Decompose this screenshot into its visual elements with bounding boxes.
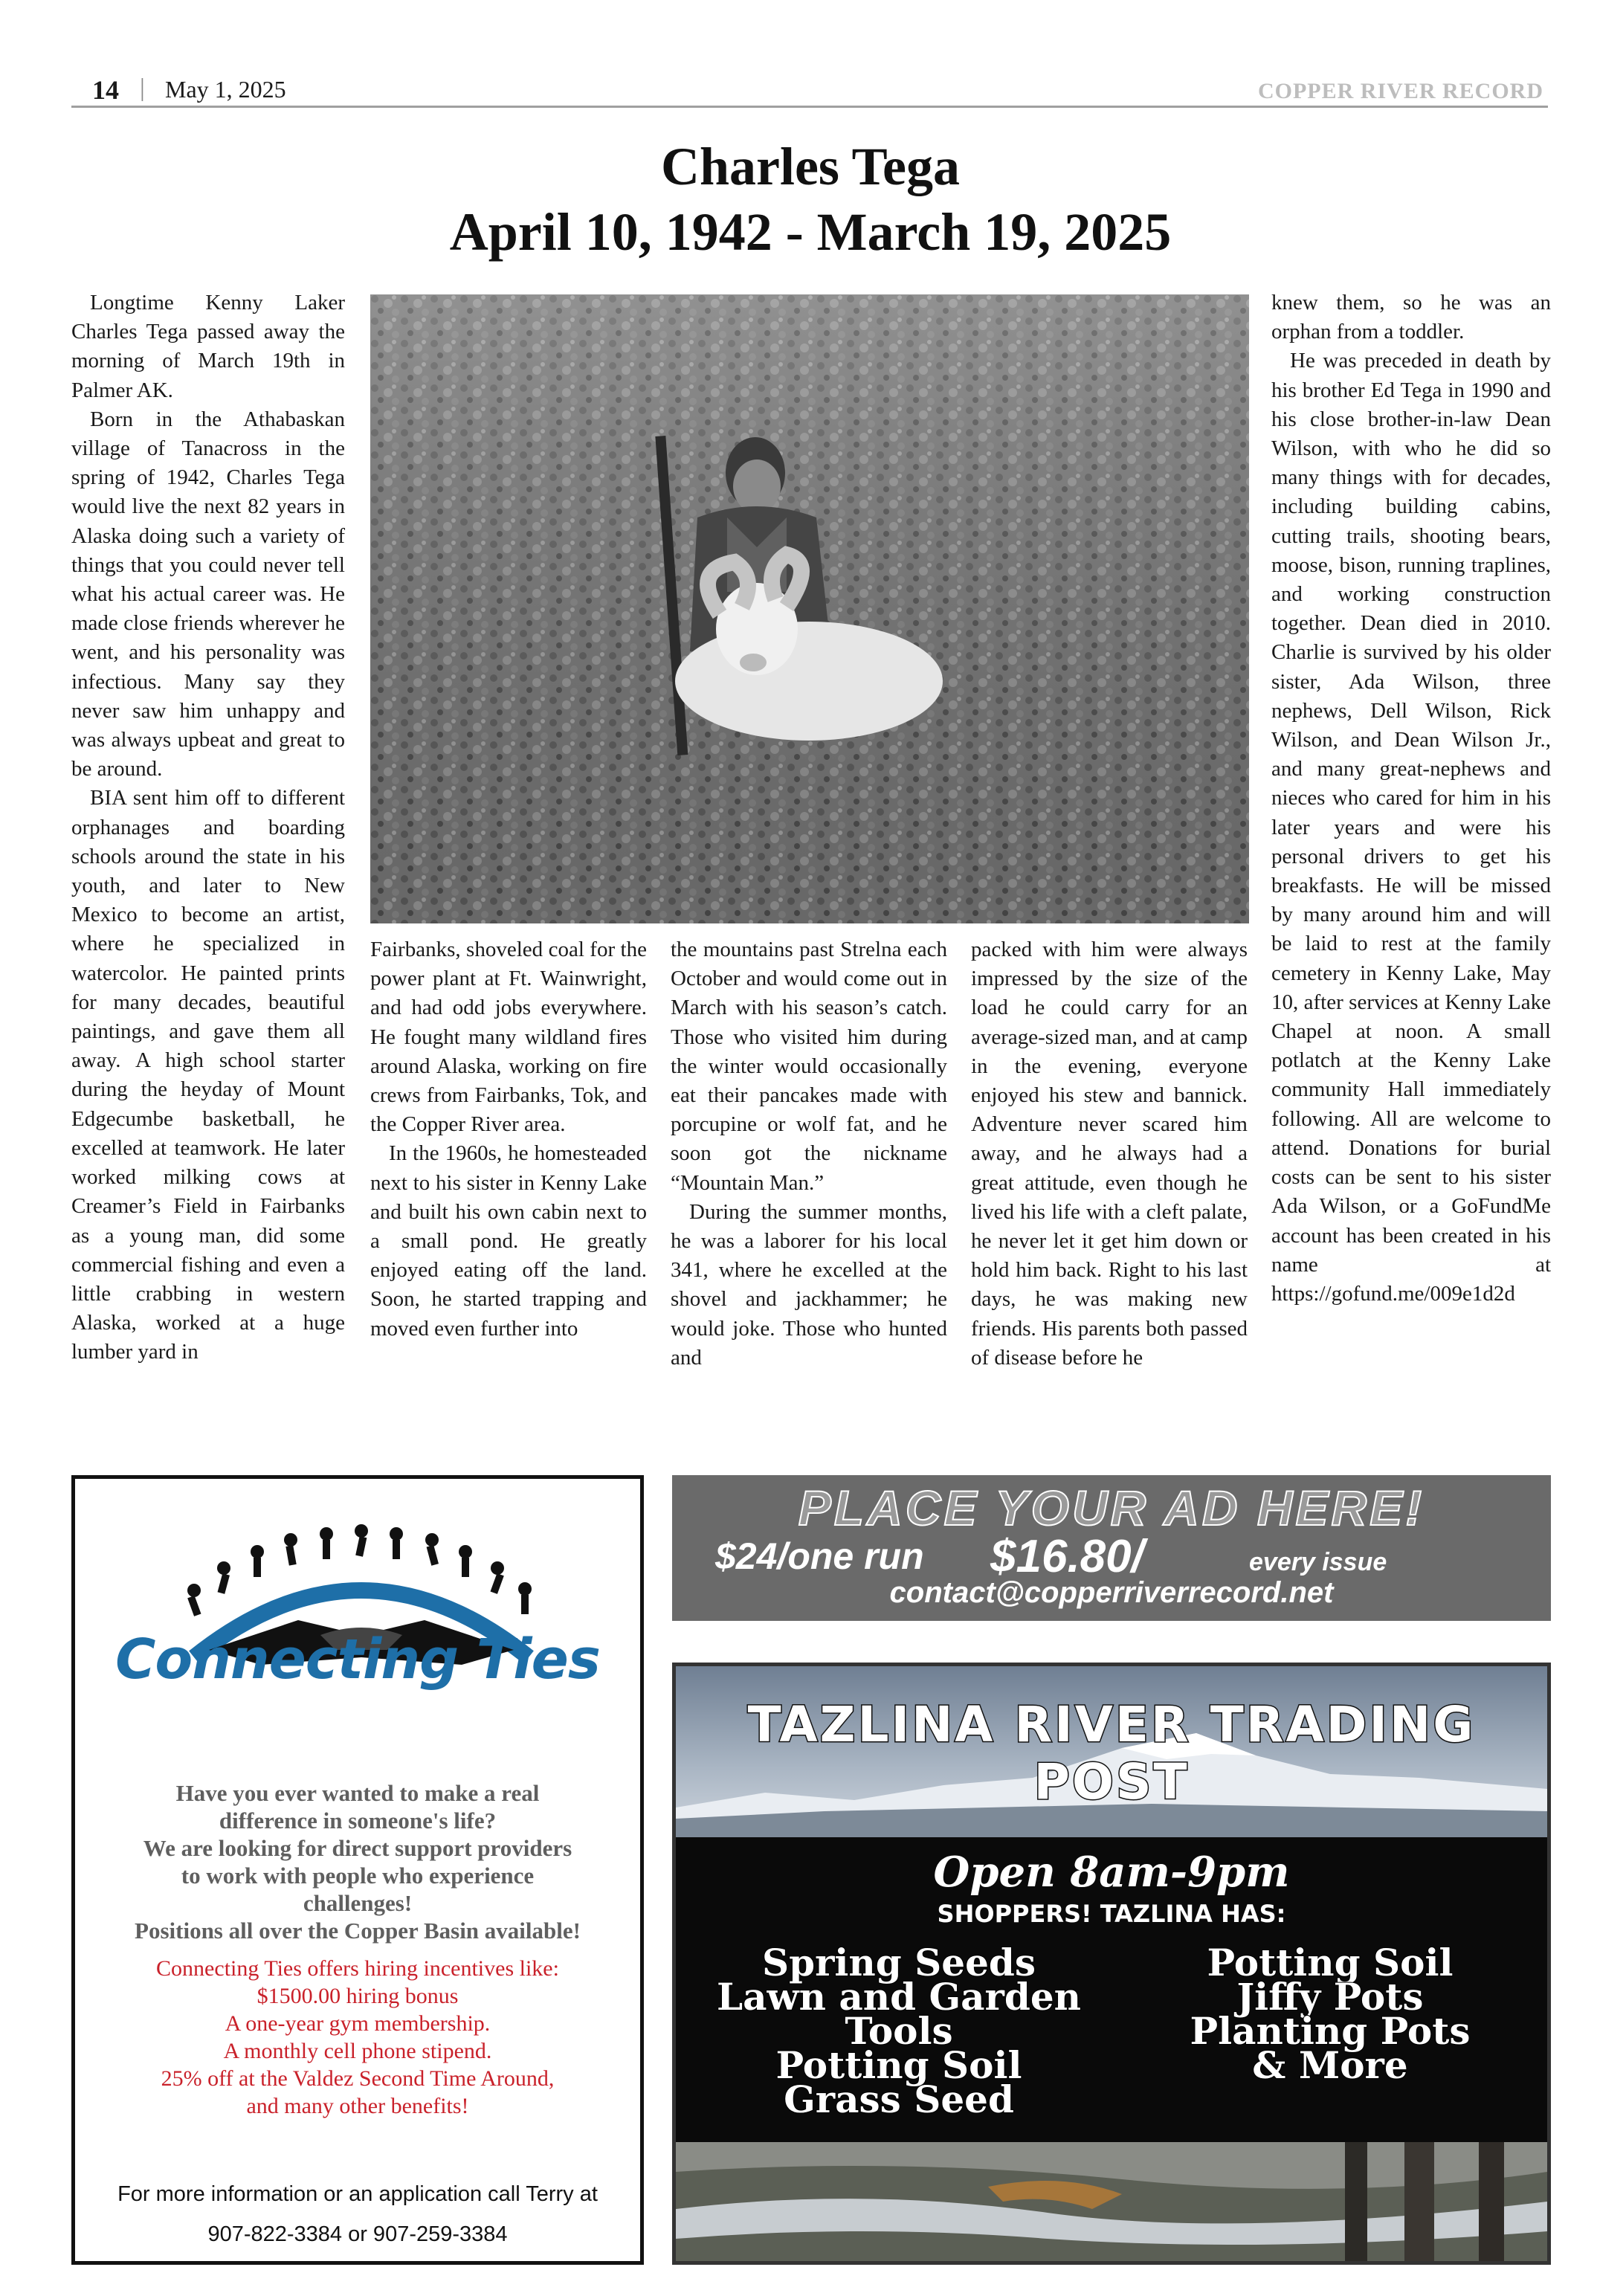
photo-hunter-with-dall-sheep [370, 294, 1249, 923]
ct-line: challenges! [303, 1890, 413, 1916]
ct-incentive-line: A monthly cell phone stipend. [223, 2039, 492, 2063]
issue-date: May 1, 2025 [165, 76, 286, 103]
product-item: Lawn and Garden [716, 1975, 1082, 2019]
product-item: Grass Seed [784, 2077, 1014, 2121]
article-column-2 [370, 935, 647, 1344]
place-ad-title: PLACE YOUR AD HERE! [798, 1480, 1425, 1535]
ct-incentive-line: and many other benefits! [246, 2094, 469, 2118]
paragraph: Fairbanks, shoveled coal for the power plant at Ft. Wainwright, and had odd jobs everywhere. He fought many wildland fires around Alaska, working on fire crews from Fairbanks, Tok, and the Copper River area. [370, 938, 647, 1137]
ct-line: difference in someone's life? [219, 1808, 497, 1834]
paragraph: Longtime Kenny Laker Charles Tega passed away the morning of March 19th in Palmer AK. [71, 291, 345, 402]
ct-recruit-text [90, 1779, 625, 1944]
ct-line: Positions all over the Copper Basin available! [135, 1918, 581, 1944]
ct-incentives-text [90, 1955, 625, 2120]
obituary-dates: April 10, 1942 - March 19, 2025 [449, 202, 1172, 262]
ct-incentive-line: A one-year gym membership. [225, 2011, 491, 2036]
product-list-left [691, 1941, 1107, 2121]
product-item: & More [1252, 2043, 1408, 2087]
article-column-3 [671, 935, 947, 1373]
article-column-5 [1271, 288, 1551, 1309]
product-item: Jiffy Pots [1236, 1975, 1424, 2019]
river-landscape-image [676, 2142, 1547, 2261]
ct-incentive-line: $1500.00 hiring bonus [257, 1984, 459, 2008]
product-item: Potting Soil [775, 2043, 1022, 2087]
ct-line: Have you ever wanted to make a real [175, 1780, 540, 1806]
tazlina-trading-post-ad[interactable] [672, 1663, 1551, 2265]
paragraph: During the summer months, he was a laborer for his local 341, where he excelled at the shovel and jackhammer; he would joke. Those who hunted and [671, 1199, 947, 1370]
place-ad-email[interactable]: contact@copperriverrecord.net [889, 1576, 1334, 1609]
ct-line: to work with people who experience [181, 1863, 535, 1889]
store-hours: Open 8am-9pm [933, 1848, 1290, 1897]
product-item: Potting Soil [1207, 1941, 1454, 1984]
every-issue-price: $16.80/ [990, 1531, 1144, 1582]
product-item: Spring Seeds [762, 1941, 1036, 1984]
one-run-price: $24/one run [715, 1535, 924, 1577]
paragraph: the mountains past Strelna each October and would come out in March with his season’s catch. Those who visited him during the winter would occasionally eat their pancakes made with porcupine or wolf fat, and he soon got the nickname “Mountain Man.” [671, 938, 947, 1195]
paragraph: Born in the Athabaskan village of Tanacross in the spring of 1942, Charles Tega would live the next 82 years in Alaska doing such a variety of things that you could never tell what his actual career was. He made close friends wherever he went, and his personality was infectious. Many say they never saw him unhappy and was always upbeat and great to be around. [71, 407, 345, 781]
article-column-4 [971, 935, 1248, 1373]
header-rule [71, 106, 1548, 108]
product-list-right [1122, 1941, 1538, 2087]
paragraph: knew them, so he was an orphan from a toddler. [1271, 291, 1551, 344]
ct-contact-line: For more information or an application call Terry at [117, 2182, 598, 2206]
ct-incentive-line: 25% off at the Valdez Second Time Around, [161, 2066, 555, 2091]
connecting-ties-wordmark: Connecting Ties [115, 1628, 600, 1692]
ct-line: We are looking for direct support providers [143, 1835, 572, 1861]
obituary-photo [370, 294, 1249, 923]
ct-phone-numbers[interactable]: 907-822-3384 or 907-259-3384 [207, 2222, 508, 2246]
paragraph: packed with him were always impressed by the size of the load he could carry for an average-sized man, and at camp in the evening, everyone enjoyed his stew and bannick. Adventure never scared him away, and he always had a great attitude, even though he lived his life with a cleft palate, he never let it get him down or hold him back. Right to his last days, he was making new friends. His parents both passed of disease before he [971, 938, 1248, 1370]
page-number: 14 [92, 75, 119, 105]
obituary-title [297, 134, 1323, 265]
place-your-ad-banner[interactable] [672, 1475, 1551, 1621]
connecting-ties-ad[interactable] [71, 1475, 644, 2265]
obituary-name: Charles Tega [660, 137, 961, 196]
paragraph: BIA sent him off to different orphanages and boarding schools around the state in his youth, and later to New Mexico to become an artist, where he specialized in watercolor. He painted prints for many decades, beautiful paintings, and gave them all away. A high school starter during the heyday of Mount Edgecumbe basketball, he excelled at teamwork. He later worked milking cows at Creamer’s Field in Fairbanks as a young man, did some commercial fishing and even a little crabbing in western Alaska, worked at a huge lumber yard in [71, 786, 345, 1364]
shoppers-heading: SHOPPERS! TAZLINA HAS: [937, 1900, 1286, 1928]
product-item: Tools [845, 2009, 953, 2053]
ct-contact-info [75, 2174, 640, 2254]
page-header [71, 74, 1548, 109]
every-issue-label: every issue [1249, 1548, 1387, 1576]
paragraph: In the 1960s, he homesteaded next to his sister in Kenny Lake and built his own cabin next to a small pond. He greatly enjoyed eating off the land. Soon, he started trapping and moved even further into [370, 1141, 647, 1341]
paragraph: He was preceded in death by his brother Ed Tega in 1990 and his close brother-in-law Dean Wilson, with who he did so many things with for decades, including building cabins, cutting trails, shooting bears, moose, bison, running traplines, and working construction together. Dean died in 2010. Charlie is survived by his older sister, Ada Wilson, three nephews, Dell Wilson, Rick Wilson, and Dean Wilson Jr., and many great-nephews and nieces who cared for him in his later years and were his personal drivers to get his breakfasts. He will be missed by many around him and will be laid to rest at the family cemetery in Kenny Lake, May 10, after services at Kenny Lake Chapel at noon. A small potlatch at the Kenny Lake community Hall immediately following. All are welcome to attend. Donations for burial costs can be sent to his sister Ada Wilson, or a GoFundMe account has been created in his name at https://gofund.me/009e1d2d [1271, 349, 1551, 1306]
newspaper-name: COPPER RIVER RECORD [1257, 79, 1543, 103]
tazlina-title: TAZLINA RIVER TRADING POST [747, 1696, 1476, 1810]
product-item: Planting Pots [1190, 2009, 1471, 2053]
article-column-1 [71, 288, 345, 1367]
ct-incentive-line: Connecting Ties offers hiring incentives like: [156, 1956, 559, 1981]
header-separator: | [140, 74, 145, 102]
